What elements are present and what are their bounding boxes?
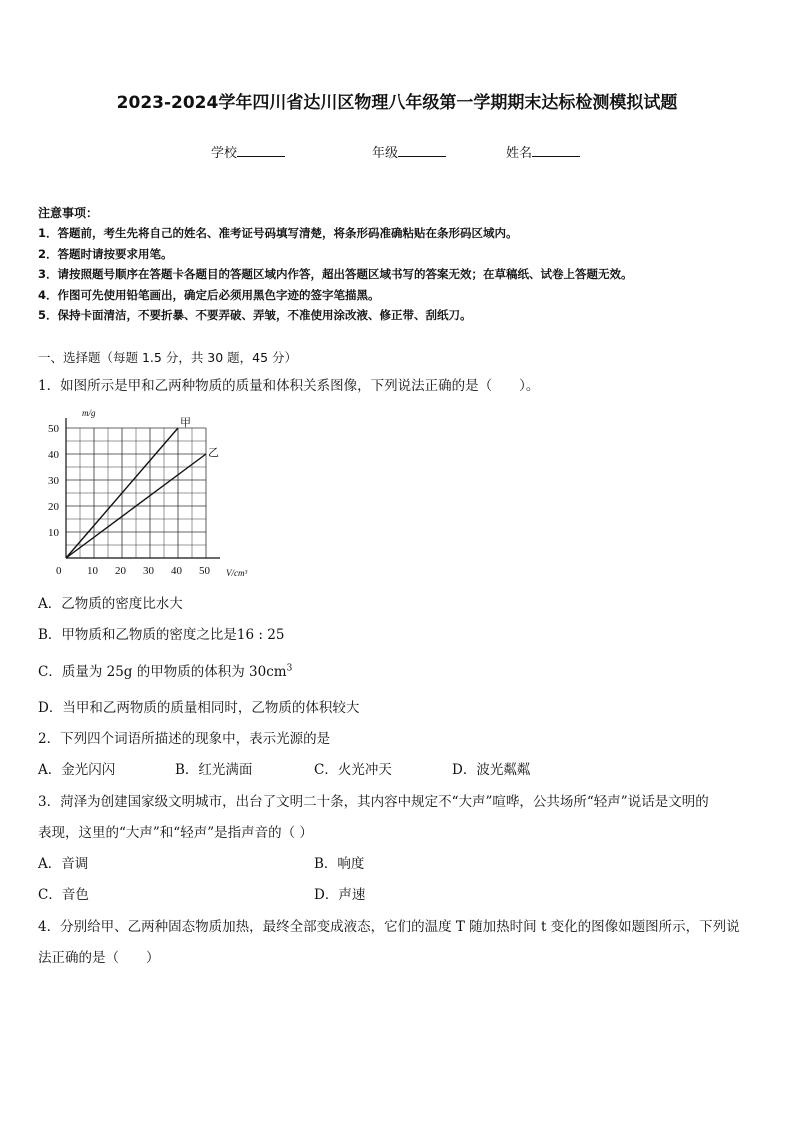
q1-option-d[interactable]: D．当甲和乙两物质的质量相同时，乙物质的体积较大 bbox=[38, 700, 360, 716]
question-4-stem-line1: 4．分别给甲、乙两种固态物质加热，最终全部变成液态，它们的温度 T 随加热时间 t 变化的图像如题图所示，下列说 bbox=[38, 919, 740, 935]
q3-option-c[interactable]: C．音色 bbox=[38, 887, 89, 903]
x-tick-label: 20 bbox=[115, 565, 126, 577]
q3-option-a[interactable]: A．音调 bbox=[38, 856, 89, 872]
q1-option-c-text: C．质量为 25g 的甲物质的体积为 30cm bbox=[38, 664, 287, 680]
q1-option-c[interactable] bbox=[38, 660, 292, 680]
y-tick-label: 40 bbox=[48, 449, 59, 461]
section-heading: 一、选择题（每题 1.5 分，共 30 题，45 分） bbox=[38, 350, 298, 365]
question-1-stem: 1．如图所示是甲和乙两种物质的质量和体积关系图像，下列说法正确的是（ ）。 bbox=[38, 378, 540, 394]
q3-option-b[interactable]: B．响度 bbox=[314, 856, 365, 872]
school-label: 学校 bbox=[211, 146, 238, 161]
notice-item: 3．请按照题号顺序在答题卡各题目的答题区域内作答，超出答题区域书写的答案无效；在草稿纸、试卷上答题无效。 bbox=[38, 267, 633, 281]
q2-option-b[interactable]: B．红光满面 bbox=[175, 762, 253, 778]
x-tick-label: 10 bbox=[87, 565, 98, 577]
q1-option-c-sup: 3 bbox=[286, 663, 293, 674]
question-3-stem-line2: 表现，这里的“大声”和“轻声”是指声音的（ ） bbox=[38, 825, 313, 841]
name-blank[interactable] bbox=[532, 143, 580, 157]
grade-label: 年级 bbox=[372, 146, 399, 161]
grade-blank[interactable] bbox=[398, 143, 446, 157]
chart-xlabel: V/cm³ bbox=[226, 568, 248, 578]
notice-item: 5．保持卡面清洁，不要折暴、不要弄破、弄皱，不准使用涂改液、修正带、刮纸刀。 bbox=[38, 308, 472, 322]
y-tick-label: 20 bbox=[48, 501, 59, 513]
mass-volume-chart bbox=[38, 406, 273, 582]
notice-heading: 注意事项： bbox=[38, 206, 99, 220]
chart-ylabel: m/g bbox=[82, 408, 96, 418]
notice-item: 2．答题时请按要求用笔。 bbox=[38, 247, 173, 261]
question-2-stem: 2．下列四个词语所描述的现象中，表示光源的是 bbox=[38, 731, 331, 747]
page-title: 2023-2024学年四川省达川区物理八年级第一学期期末达标检测模拟试题 bbox=[116, 93, 678, 113]
name-field bbox=[506, 142, 580, 161]
series-label-0: 甲 bbox=[180, 417, 191, 429]
grade-field bbox=[372, 142, 446, 161]
school-field bbox=[211, 142, 285, 161]
x-tick-label: 50 bbox=[199, 565, 210, 577]
y-tick-label: 30 bbox=[48, 475, 59, 487]
school-blank[interactable] bbox=[237, 143, 285, 157]
y-tick-label: 10 bbox=[48, 527, 59, 539]
q2-option-a[interactable]: A．金光闪闪 bbox=[38, 762, 116, 778]
name-label: 姓名 bbox=[506, 146, 533, 161]
chart-lines bbox=[66, 416, 219, 558]
chart-grid bbox=[66, 418, 220, 558]
x-tick-label: 0 bbox=[56, 565, 62, 577]
notice-item: 1．答题前，考生先将自己的姓名、准考证号码填写清楚，将条形码准确粘贴在条形码区域内。 bbox=[38, 226, 518, 240]
q2-option-c[interactable]: C．火光冲天 bbox=[314, 762, 392, 778]
q2-option-d[interactable]: D．波光粼粼 bbox=[452, 762, 531, 778]
series-label-1: 乙 bbox=[208, 447, 219, 459]
notice-item: 4．作图可先使用铅笔画出，确定后必须用黑色字迹的签字笔描黑。 bbox=[38, 288, 380, 302]
q1-option-a[interactable]: A．乙物质的密度比水大 bbox=[38, 596, 183, 612]
y-tick-label: 50 bbox=[48, 423, 59, 435]
x-tick-label: 30 bbox=[143, 565, 154, 577]
question-4-stem-line2: 法正确的是（ ） bbox=[38, 950, 160, 966]
x-tick-label: 40 bbox=[171, 565, 182, 577]
question-3-stem-line1: 3．菏泽为创建国家级文明城市，出台了文明二十条，其内容中规定不“大声”喧哗，公共场所“轻声”说话是文明的 bbox=[38, 794, 709, 810]
q1-option-b[interactable]: B．甲物质和乙物质的密度之比是16 : 25 bbox=[38, 627, 285, 643]
q3-option-d[interactable]: D．声速 bbox=[314, 887, 366, 903]
